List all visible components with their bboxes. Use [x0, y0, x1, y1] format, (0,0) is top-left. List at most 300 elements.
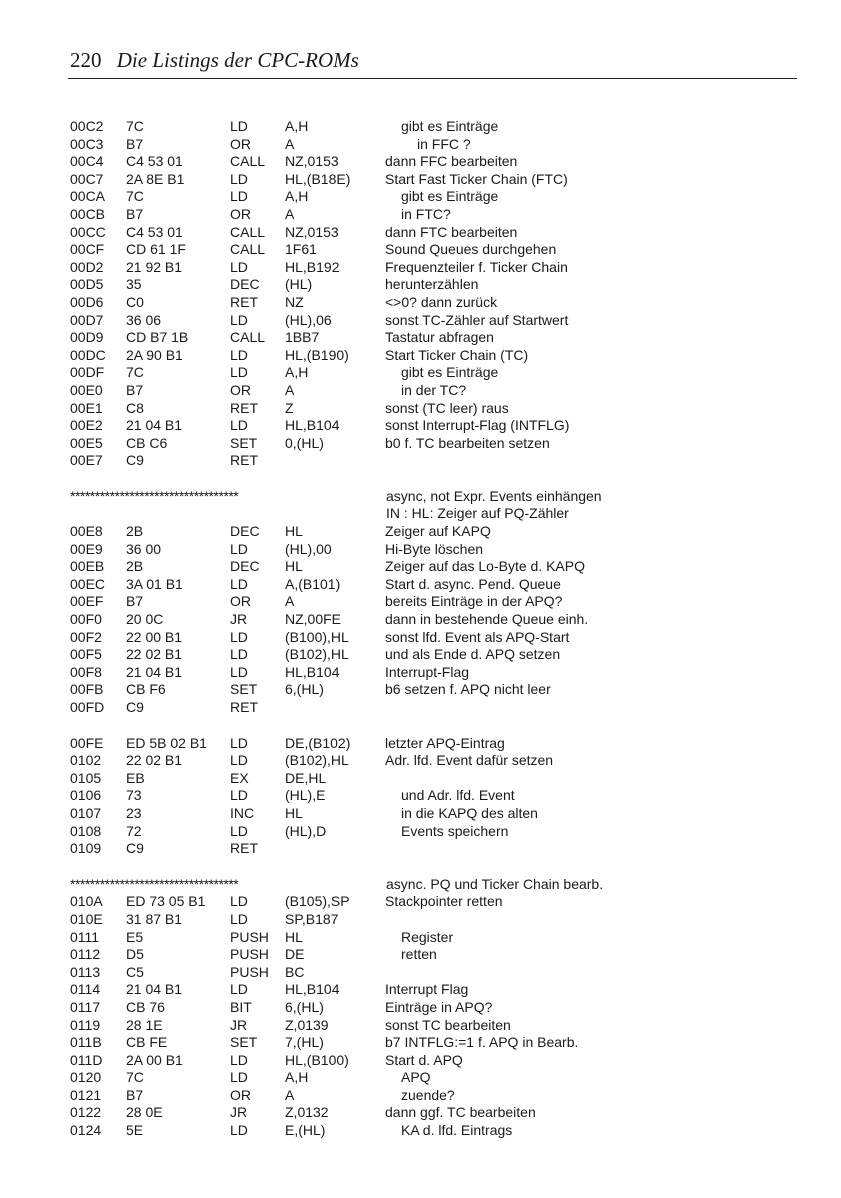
- address: 0106: [70, 787, 102, 804]
- opcode-bytes: 2A 8E B1: [126, 170, 185, 187]
- mnemonic: LD: [230, 628, 248, 645]
- listing-row: [70, 1017, 800, 1035]
- mnemonic: LD: [230, 417, 248, 434]
- opcode-bytes: B7: [126, 205, 144, 222]
- mnemonic: JR: [230, 1104, 248, 1121]
- opcode-bytes: 23: [126, 804, 142, 821]
- comment: dann in bestehende Queue einh.: [385, 611, 589, 628]
- mnemonic: OR: [230, 135, 251, 152]
- listing-row: [70, 153, 800, 171]
- comment: zuende?: [401, 1086, 455, 1103]
- opcode-bytes: 21 04 B1: [126, 981, 183, 998]
- address: 00D9: [70, 329, 104, 346]
- listing-row: [70, 1087, 800, 1105]
- mnemonic: SET: [230, 434, 258, 451]
- listing-row: [70, 611, 800, 629]
- address: 00D5: [70, 276, 104, 293]
- address: 0120: [70, 1069, 102, 1086]
- mnemonic: LD: [230, 1069, 248, 1086]
- address: 0108: [70, 822, 102, 839]
- listing-row: [70, 224, 800, 242]
- opcode-bytes: 35: [126, 276, 142, 293]
- comment: und als Ende d. APQ setzen: [385, 646, 561, 663]
- mnemonic: CALL: [230, 329, 266, 346]
- address: 0111: [70, 928, 100, 945]
- address: 00EB: [70, 558, 105, 575]
- address: 00F0: [70, 611, 102, 628]
- listing-row: [70, 664, 800, 682]
- blank-line: [70, 470, 800, 488]
- operand: 6,(HL): [285, 681, 324, 698]
- operand: A: [285, 205, 295, 222]
- comment: gibt es Einträge: [401, 188, 499, 205]
- operand: Z,0139: [285, 1016, 329, 1033]
- opcode-bytes: CB F6: [126, 681, 166, 698]
- address: 00CB: [70, 205, 106, 222]
- mnemonic: RET: [230, 293, 258, 310]
- page-header: [70, 46, 800, 78]
- address: 010A: [70, 893, 103, 910]
- address: 0122: [70, 1104, 102, 1121]
- opcode-bytes: 28 1E: [126, 1016, 163, 1033]
- comment: b7 INTFLG:=1 f. APQ in Bearb.: [385, 1034, 579, 1051]
- operand: HL,(B100): [285, 1051, 349, 1068]
- listing-row: [70, 417, 800, 435]
- opcode-bytes: 2B: [126, 523, 144, 540]
- comment: in der TC?: [401, 381, 467, 398]
- opcode-bytes: 7C: [126, 188, 144, 205]
- address: 011D: [70, 1051, 103, 1068]
- address: 00F5: [70, 646, 102, 663]
- comment: Einträge in APQ?: [385, 998, 493, 1015]
- address: 0112: [70, 946, 101, 963]
- comment: Stackpointer retten: [385, 893, 503, 910]
- operand: (HL),06: [285, 311, 332, 328]
- mnemonic: JR: [230, 1016, 248, 1033]
- address: 00E2: [70, 417, 103, 434]
- comment: sonst lfd. Event als APQ-Start: [385, 628, 570, 645]
- operand: HL: [285, 558, 303, 575]
- opcode-bytes: C8: [126, 399, 144, 416]
- operand: A,H: [285, 1069, 309, 1086]
- listing-row: [70, 646, 800, 664]
- opcode-bytes: B7: [126, 135, 144, 152]
- opcode-bytes: 36 06: [126, 311, 162, 328]
- listing-row: [70, 188, 800, 206]
- opcode-bytes: C9: [126, 699, 144, 715]
- operand: 6,(HL): [285, 998, 324, 1015]
- mnemonic: LD: [230, 910, 248, 927]
- comment: und Adr. lfd. Event: [401, 787, 515, 804]
- address: 00E5: [70, 434, 103, 451]
- blank-line: [70, 717, 800, 735]
- operand: (HL),E: [285, 787, 326, 804]
- address: 00D2: [70, 258, 104, 275]
- mnemonic: LD: [230, 787, 248, 804]
- comment: Sound Queues durchgehen: [385, 241, 557, 258]
- opcode-bytes: 22 00 B1: [126, 628, 183, 645]
- comment: Frequenzteiler f. Ticker Chain: [385, 258, 568, 275]
- operand: HL,(B18E): [285, 170, 351, 187]
- address: 0107: [70, 804, 102, 821]
- address: 00DF: [70, 364, 105, 381]
- mnemonic: LD: [230, 1122, 248, 1139]
- mnemonic: LD: [230, 734, 248, 751]
- mnemonic: PUSH: [230, 946, 269, 963]
- operand: (HL),00: [285, 540, 332, 557]
- opcode-bytes: C9: [126, 452, 144, 469]
- comment: Start d. APQ: [385, 1051, 463, 1068]
- comment: retten: [401, 946, 437, 963]
- listing-row: [70, 382, 800, 400]
- mnemonic: CALL: [230, 241, 266, 258]
- opcode-bytes: 3A 01 B1: [126, 575, 183, 592]
- mnemonic: INC: [230, 804, 255, 821]
- separator-line: **********************************: [70, 487, 239, 504]
- comment: gibt es Einträge: [401, 364, 499, 381]
- comment: Events speichern: [401, 822, 509, 839]
- address: 0105: [70, 769, 102, 786]
- section-heading-text: async, not Expr. Events einhängen: [386, 487, 602, 504]
- assembly-listing: [70, 118, 800, 1140]
- opcode-bytes: B7: [126, 593, 144, 610]
- address: 00C2: [70, 118, 104, 134]
- comment: in FTC?: [401, 205, 451, 222]
- opcode-bytes: 21 04 B1: [126, 663, 183, 680]
- address: 00FD: [70, 699, 105, 715]
- listing-row: [70, 787, 800, 805]
- mnemonic: LD: [230, 540, 248, 557]
- mnemonic: SET: [230, 681, 258, 698]
- operand: A: [285, 381, 295, 398]
- opcode-bytes: C9: [126, 840, 144, 857]
- comment: Register: [401, 928, 454, 945]
- operand: (HL): [285, 276, 313, 293]
- opcode-bytes: 22 02 B1: [126, 752, 183, 769]
- address: 00E1: [70, 399, 103, 416]
- address: 00E9: [70, 540, 103, 557]
- page-title: Die Listings der CPC-ROMs: [116, 48, 359, 72]
- listing-row: [70, 1052, 800, 1070]
- listing-row: [70, 241, 800, 259]
- opcode-bytes: 72: [126, 822, 142, 839]
- comment: Interrupt Flag: [385, 981, 469, 998]
- address: 00CA: [70, 188, 106, 205]
- comment: Start d. async. Pend. Queue: [385, 575, 561, 592]
- operand: 1F61: [285, 241, 317, 258]
- comment: dann FFC bearbeiten: [385, 153, 518, 170]
- listing-row: [70, 276, 800, 294]
- mnemonic: DEC: [230, 276, 260, 293]
- listing-row: [70, 911, 800, 929]
- listing-row: [70, 1104, 800, 1122]
- address: 00F8: [70, 663, 102, 680]
- section-heading-text: async. PQ und Ticker Chain bearb.: [386, 875, 604, 892]
- listing-row: [70, 981, 800, 999]
- operand: A,H: [285, 364, 309, 381]
- comment: Zeiger auf KAPQ: [385, 523, 491, 540]
- opcode-bytes: 20 0C: [126, 611, 164, 628]
- opcode-bytes: 28 0E: [126, 1104, 163, 1121]
- listing-row: [70, 400, 800, 418]
- opcode-bytes: 2B: [126, 558, 144, 575]
- operand: DE,(B102): [285, 734, 351, 751]
- operand: HL,B192: [285, 258, 340, 275]
- mnemonic: PUSH: [230, 963, 269, 980]
- comment: Start Fast Ticker Chain (FTC): [385, 170, 568, 187]
- listing-row: [70, 629, 800, 647]
- address: 00C3: [70, 135, 104, 152]
- comment: dann FTC bearbeiten: [385, 223, 518, 240]
- opcode-bytes: 7C: [126, 118, 144, 134]
- listing-row: [70, 946, 800, 964]
- comment: sonst TC bearbeiten: [385, 1016, 511, 1033]
- mnemonic: LD: [230, 981, 248, 998]
- mnemonic: RET: [230, 840, 258, 857]
- header-rule: [68, 78, 797, 79]
- mnemonic: LD: [230, 663, 248, 680]
- mnemonic: LD: [230, 575, 248, 592]
- mnemonic: OR: [230, 593, 251, 610]
- mnemonic: LD: [230, 258, 248, 275]
- opcode-bytes: 5E: [126, 1122, 144, 1139]
- listing-row: [70, 364, 800, 382]
- listing-row: [70, 347, 800, 365]
- operand: HL: [285, 928, 303, 945]
- comment: in FFC ?: [417, 135, 471, 152]
- listing-row: [70, 735, 800, 753]
- comment: sonst TC-Zähler auf Startwert: [385, 311, 569, 328]
- comment: Zeiger auf das Lo-Byte d. KAPQ: [385, 558, 585, 575]
- comment: Adr. lfd. Event dafür setzen: [385, 752, 554, 769]
- listing-row: [70, 893, 800, 911]
- opcode-bytes: 7C: [126, 1069, 144, 1086]
- operand: A: [285, 593, 295, 610]
- mnemonic: OR: [230, 381, 251, 398]
- operand: HL,B104: [285, 663, 340, 680]
- operand: (B105),SP: [285, 893, 350, 910]
- comment: sonst Interrupt-Flag (INTFLG): [385, 417, 570, 434]
- listing-row: [70, 805, 800, 823]
- mnemonic: RET: [230, 452, 258, 469]
- mnemonic: LD: [230, 170, 248, 187]
- opcode-bytes: C4 53 01: [126, 153, 183, 170]
- listing-row: [70, 329, 800, 347]
- mnemonic: LD: [230, 752, 248, 769]
- mnemonic: LD: [230, 118, 248, 134]
- section-heading-text: IN : HL: Zeiger auf PQ-Zähler: [386, 505, 569, 522]
- operand: Z,0132: [285, 1104, 329, 1121]
- mnemonic: RET: [230, 399, 258, 416]
- operand: 1BB7: [285, 329, 320, 346]
- address: 0124: [70, 1122, 102, 1139]
- opcode-bytes: 2A 00 B1: [126, 1051, 183, 1068]
- listing-row: [70, 770, 800, 788]
- listing-row: [70, 523, 800, 541]
- mnemonic: BIT: [230, 998, 252, 1015]
- operand: 0,(HL): [285, 434, 324, 451]
- operand: E,(HL): [285, 1122, 326, 1139]
- address: 00E8: [70, 523, 103, 540]
- opcode-bytes: 21 04 B1: [126, 417, 183, 434]
- listing-row: [70, 1034, 800, 1052]
- separator-line: **********************************: [70, 875, 239, 892]
- mnemonic: JR: [230, 611, 248, 628]
- opcode-bytes: CB FE: [126, 1034, 168, 1051]
- operand: A,H: [285, 188, 309, 205]
- comment: b6 setzen f. APQ nicht leer: [385, 681, 551, 698]
- listing-row: [70, 136, 800, 154]
- opcode-bytes: 21 92 B1: [126, 258, 183, 275]
- opcode-bytes: CB C6: [126, 434, 168, 451]
- operand: NZ,0153: [285, 223, 339, 240]
- comment: gibt es Einträge: [401, 118, 499, 134]
- listing-row: [70, 964, 800, 982]
- mnemonic: LD: [230, 311, 248, 328]
- comment: bereits Einträge in der APQ?: [385, 593, 563, 610]
- operand: (B102),HL: [285, 646, 349, 663]
- address: 0113: [70, 963, 101, 980]
- listing-row: [70, 259, 800, 277]
- mnemonic: LD: [230, 364, 248, 381]
- listing-row: [70, 681, 800, 699]
- mnemonic: LD: [230, 822, 248, 839]
- section-heading: [70, 876, 800, 894]
- address: 00EC: [70, 575, 106, 592]
- listing-row: [70, 435, 800, 453]
- operand: NZ: [285, 293, 304, 310]
- address: 00F2: [70, 628, 102, 645]
- operand: A: [285, 1086, 295, 1103]
- operand: NZ,00FE: [285, 611, 342, 628]
- address: 00D6: [70, 293, 104, 310]
- mnemonic: LD: [230, 188, 248, 205]
- comment: Tastatur abfragen: [385, 329, 494, 346]
- opcode-bytes: CB 76: [126, 998, 165, 1015]
- address: 00E0: [70, 381, 103, 398]
- address: 0114: [70, 981, 101, 998]
- comment: KA d. lfd. Eintrags: [401, 1122, 513, 1139]
- comment: Interrupt-Flag: [385, 663, 470, 680]
- address: 0121: [70, 1086, 102, 1103]
- comment: dann ggf. TC bearbeiten: [385, 1104, 536, 1121]
- mnemonic: PUSH: [230, 928, 269, 945]
- opcode-bytes: 73: [126, 787, 142, 804]
- comment: b0 f. TC bearbeiten setzen: [385, 434, 550, 451]
- mnemonic: OR: [230, 205, 251, 222]
- mnemonic: LD: [230, 893, 248, 910]
- listing-row: [70, 558, 800, 576]
- mnemonic: SET: [230, 1034, 258, 1051]
- address: 011B: [70, 1034, 102, 1051]
- listing-row: [70, 752, 800, 770]
- opcode-bytes: C4 53 01: [126, 223, 183, 240]
- listing-row: [70, 118, 800, 136]
- opcode-bytes: D5: [126, 946, 144, 963]
- listing-row: [70, 452, 800, 470]
- comment: in die KAPQ des alten: [401, 804, 538, 821]
- address: 010E: [70, 910, 103, 927]
- opcode-bytes: C0: [126, 293, 144, 310]
- opcode-bytes: B7: [126, 381, 144, 398]
- opcode-bytes: B7: [126, 1086, 144, 1103]
- comment: herunterzählen: [385, 276, 479, 293]
- opcode-bytes: EB: [126, 769, 145, 786]
- mnemonic: OR: [230, 1086, 251, 1103]
- operand: Z: [285, 399, 294, 416]
- opcode-bytes: 36 00: [126, 540, 162, 557]
- operand: HL,B104: [285, 981, 340, 998]
- mnemonic: LD: [230, 646, 248, 663]
- address: 00C7: [70, 170, 104, 187]
- mnemonic: LD: [230, 346, 248, 363]
- operand: A: [285, 135, 295, 152]
- address: 00EF: [70, 593, 104, 610]
- address: 0102: [70, 752, 102, 769]
- comment: sonst (TC leer) raus: [385, 399, 509, 416]
- listing-row: [70, 823, 800, 841]
- listing-row: [70, 294, 800, 312]
- operand: (HL),D: [285, 822, 327, 839]
- opcode-bytes: 2A 90 B1: [126, 346, 183, 363]
- opcode-bytes: 7C: [126, 364, 144, 381]
- listing-row: [70, 593, 800, 611]
- mnemonic: EX: [230, 769, 249, 786]
- listing-row: [70, 699, 800, 717]
- operand: (B100),HL: [285, 628, 349, 645]
- comment: Hi-Byte löschen: [385, 540, 484, 557]
- opcode-bytes: C5: [126, 963, 144, 980]
- operand: A,H: [285, 118, 309, 134]
- address: 00CF: [70, 241, 105, 258]
- address: 00CC: [70, 223, 106, 240]
- listing-row: [70, 576, 800, 594]
- address: 00D7: [70, 311, 104, 328]
- comment: APQ: [401, 1069, 431, 1086]
- blank-line: [70, 858, 800, 876]
- opcode-bytes: CD B7 1B: [126, 329, 189, 346]
- listing-row: [70, 541, 800, 559]
- opcode-bytes: ED 73 05 B1: [126, 893, 206, 910]
- opcode-bytes: ED 5B 02 B1: [126, 734, 207, 751]
- listing-row: [70, 171, 800, 189]
- address: 0117: [70, 998, 101, 1015]
- operand: HL,(B190): [285, 346, 349, 363]
- address: 00DC: [70, 346, 106, 363]
- operand: A,(B101): [285, 575, 341, 592]
- comment: Start Ticker Chain (TC): [385, 346, 529, 363]
- page-number: 220: [70, 48, 102, 72]
- listing-row: [70, 840, 800, 858]
- comment: letzter APQ-Eintrag: [385, 734, 505, 751]
- operand: HL,B104: [285, 417, 340, 434]
- operand: NZ,0153: [285, 153, 339, 170]
- operand: BC: [285, 963, 305, 980]
- address: 00E7: [70, 452, 103, 469]
- opcode-bytes: 22 02 B1: [126, 646, 183, 663]
- address: 00FB: [70, 681, 104, 698]
- address: 00FE: [70, 734, 104, 751]
- address: 0119: [70, 1016, 101, 1033]
- operand: 7,(HL): [285, 1034, 324, 1051]
- listing-row: [70, 1069, 800, 1087]
- listing-row: [70, 1122, 800, 1140]
- listing-row: [70, 312, 800, 330]
- listing-row: [70, 999, 800, 1017]
- mnemonic: DEC: [230, 558, 260, 575]
- operand: SP,B187: [285, 910, 339, 927]
- address: 0109: [70, 840, 102, 857]
